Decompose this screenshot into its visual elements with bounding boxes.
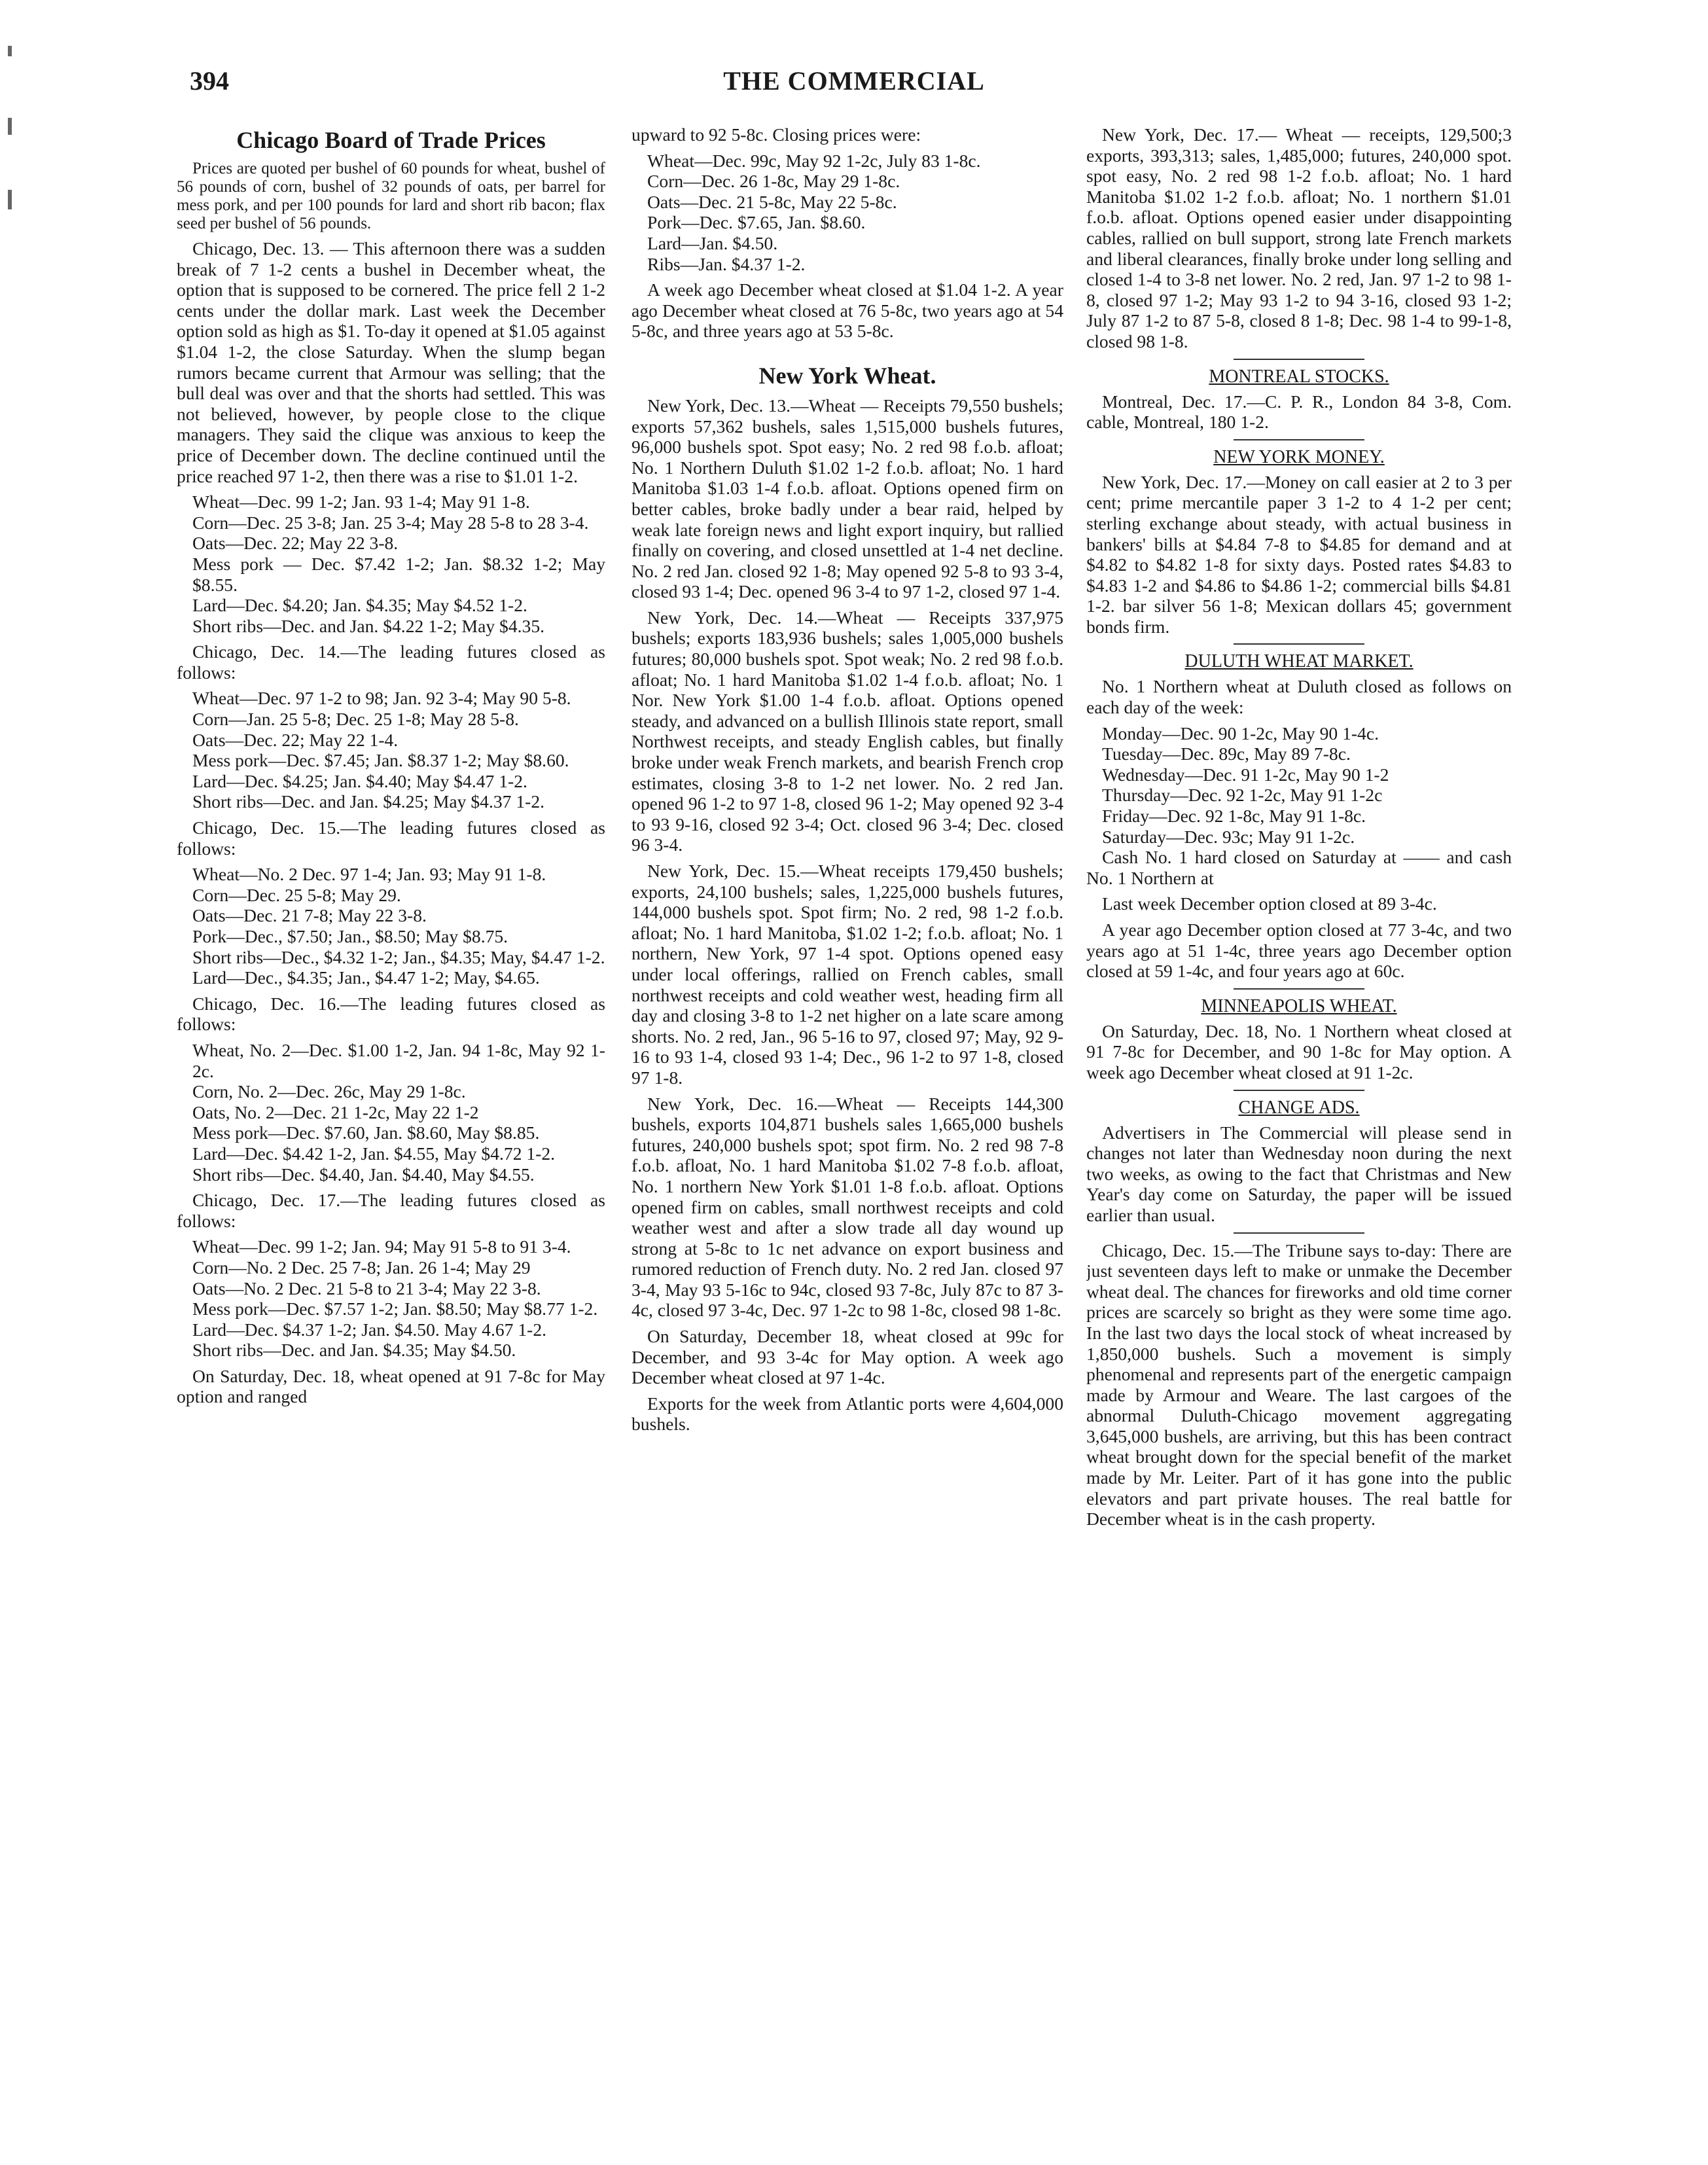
price-line: Corn—No. 2 Dec. 25 7-8; Jan. 26 1-4; May 29	[192, 1257, 531, 1278]
divider	[1234, 643, 1364, 645]
paragraph: Chicago, Dec. 17.—The leading futures closed as follows:	[177, 1190, 605, 1231]
section-heading: DULUTH WHEAT MARKET.	[1184, 651, 1414, 672]
price-line: Lard—Dec., $4.35; Jan., $4.47 1-2; May, $4.65.	[192, 967, 540, 988]
paragraph: New York, Dec. 15.—Wheat receipts 179,450 bushels; exports, 24,100 bushels; sales, 1,225,000 bushels futures, 144,000 bushels spot. Spot firm; No. 2 red, 98 1-2 f.o.b. afloat; No. 1 hard Manitoba, $1.02 1-2; f.o.b. afloat; No. 1 northern, New York, 97 1-4 spot. Options opened easy under local offerings, rallied on French cables, small northwest receipts and cold weather west, heading firm all day and closing 3-8 to 1-2 net higher on a late scare among shorts. No. 2 red, Jan., 96 5-16 to 97, closed 97; May, 92 9-16 to 93 1-4, closed 93 1-4; Dec., 96 1-2 to 97 1-8, closed 97 1-8.	[632, 861, 1063, 1088]
paragraph: On Saturday, Dec. 18, No. 1 Northern wheat closed at 91 7-8c for December, and 90 1-8c for May option. A week ago December wheat closed at 91 1-2c.	[1086, 1020, 1512, 1082]
price-line: Ribs—Jan. $4.37 1-2.	[647, 253, 806, 274]
price-line: Thursday—Dec. 92 1-2c, May 91 1-2c	[1102, 785, 1383, 806]
price-line: Oats—Dec. 21 7-8; May 22 3-8.	[192, 905, 427, 926]
price-line: Monday—Dec. 90 1-2c, May 90 1-4c.	[1102, 723, 1379, 743]
page-header	[0, 65, 1708, 105]
price-note: Prices are quoted per bushel of 60 pounds for wheat, bushel of 56 pounds of corn, bushel of 32 pounds of oats, per barrel for mess pork, and per 100 pounds for lard and short rib bacon; flax seed per bushel of 56 pounds.	[177, 160, 605, 232]
paragraph: Montreal, Dec. 17.—C. P. R., London 84 3-8, Com. cable, Montreal, 180 1-2.	[1086, 391, 1512, 433]
price-line: Wheat—Dec. 97 1-2 to 98; Jan. 92 3-4; May 90 5-8.	[192, 688, 571, 709]
price-line: Short ribs—Dec. and Jan. $4.25; May $4.37 1-2.	[192, 791, 545, 812]
paragraph: Cash No. 1 hard closed on Saturday at —— and cash No. 1 Northern at	[1086, 847, 1512, 888]
masthead: THE COMMERCIAL	[723, 66, 985, 96]
price-line: Mess pork—Dec. $7.60, Jan. $8.60, May $8.85.	[192, 1122, 540, 1143]
price-line: Wheat—No. 2 Dec. 97 1-4; Jan. 93; May 91 1-8.	[192, 864, 546, 885]
price-line: Oats—Dec. 22; May 22 3-8.	[192, 533, 399, 554]
price-line: Lard—Dec. $4.37 1-2; Jan. $4.50. May 4.67 1-2.	[192, 1319, 547, 1340]
price-line: Short ribs—Dec. and Jan. $4.35; May $4.50.	[192, 1340, 516, 1361]
section-heading: MINNEAPOLIS WHEAT.	[1201, 995, 1397, 1016]
price-line: Corn—Dec. 25 5-8; May 29.	[192, 884, 401, 905]
price-line: Pork—Dec., $7.50; Jan., $8.50; May $8.75.	[192, 926, 508, 946]
price-line: Tuesday—Dec. 89c, May 89 7-8c.	[1102, 743, 1351, 764]
price-line: Corn—Dec. 25 3-8; Jan. 25 3-4; May 28 5-8 to 28 3-4.	[192, 512, 589, 533]
paragraph: Chicago, Dec. 15.—The leading futures closed as follows:	[177, 817, 605, 859]
paragraph: No. 1 Northern wheat at Duluth closed as follows on each day of the week:	[1086, 676, 1512, 718]
price-line: Corn—Jan. 25 5-8; Dec. 25 1-8; May 28 5-8.	[192, 709, 519, 730]
price-line: Wheat—Dec. 99c, May 92 1-2c, July 83 1-8c.	[647, 150, 981, 171]
price-line: Lard—Dec. $4.42 1-2, Jan. $4.55, May $4.72 1-2.	[192, 1143, 556, 1164]
paragraph: Exports for the week from Atlantic ports were 4,604,000 bushels.	[632, 1393, 1063, 1435]
divider	[1234, 439, 1364, 440]
price-line: Oats—No. 2 Dec. 21 5-8 to 21 3-4; May 22 3-8.	[192, 1278, 541, 1298]
divider	[1234, 1232, 1364, 1234]
paragraph: Chicago, Dec. 15.—The Tribune says to-day: There are just seventeen days left to make or unmake the December wheat deal. The chances for fireworks and old time corner prices are scarcely so bright as they were some time ago. In the last two days the local stock of wheat increased by 1,850,000 bushels. Such a movement is simply phenomenal and represents part of the energetic campaign made by Armour and Weare. The last cargoes of the abnormal Duluth-Chicago movement aggregating 3,645,000 bushels, are arriving, but this has been contract wheat brought down for the special benefit of the market made by Mr. Leiter. Part of it has gone into the public elevators and part private houses. The real battle for December wheat is in the cash property.	[1086, 1240, 1512, 1530]
paragraph: A week ago December wheat closed at $1.04 1-2. A year ago December wheat closed at 76 5-8c, two years ago at 54 5-8c, and three years ago at 53 5-8c.	[632, 279, 1063, 342]
price-line: Short ribs—Dec., $4.32 1-2; Jan., $4.35; May, $4.47 1-2.	[192, 946, 605, 967]
price-line: Lard—Dec. $4.20; Jan. $4.35; May $4.52 1-2.	[192, 595, 527, 616]
price-line: Saturday—Dec. 93c; May 91 1-2c.	[1102, 826, 1355, 847]
paragraph: New York, Dec. 14.—Wheat — Receipts 337,975 bushels; exports 183,936 bushels; sales 1,005,000 bushels futures; 80,000 bushels spot. Spot weak; No. 2 red 98 f.o.b. afloat; No. 1 hard Manitoba $1.02 1-4 f.o.b. afloat; No. 1 Nor. New York $1.00 1-4 f.o.b. afloat. Options opened steady, and advanced on a bullish Illinois state report, small Northwest receipts, and steady English cables, but finally broke under weak French markets, and bearish French crop estimates, closing 3-8 to 1-2 net lower. No. 2 red Jan. opened 96 1-2 to 97 1-8, closed 96 1-2; May opened 92 3-4 to 93 9-16, closed 92 3-4; Oct. closed 96 3-4; Dec. closed 96 3-4.	[632, 607, 1063, 855]
paragraph: Last week December option closed at 89 3-4c.	[1102, 893, 1437, 914]
price-line: Oats—Dec. 22; May 22 1-4.	[192, 729, 399, 750]
paragraph: New York, Dec. 13.—Wheat — Receipts 79,550 bushels; exports 57,362 bushels, sales 1,515,000 bushels futures, 96,000 bushels spot. Spot easy; No. 2 red 98 f.o.b. afloat; No. 1 Northern Duluth $1.02 1-2 f.o.b. afloat; No. 1 hard Manitoba $1.03 1-4 f.o.b. afloat. Options opened firm on better cables, broke badly under a bear raid, helped by weak late foreign news and light export inquiry, but rallied finally on covering, and closed unsettled at 1-4 net decline. No. 2 red Jan. closed 92 1-8; May opened 92 5-8 to 93 3-4, closed 93 1-4; Dec. opened 96 3-4 to 97 1-2, closed 97 1-4.	[632, 395, 1063, 602]
divider	[1234, 359, 1364, 360]
price-line: Oats—Dec. 21 5-8c, May 22 5-8c.	[647, 191, 897, 212]
price-line: Friday—Dec. 92 1-8c, May 91 1-8c.	[1102, 806, 1366, 827]
price-line: Mess pork — Dec. $7.42 1-2; Jan. $8.32 1-2; May $8.55.	[192, 553, 605, 595]
price-line: Pork—Dec. $7.65, Jan. $8.60.	[647, 212, 866, 233]
article-title: Chicago Board of Trade Prices	[236, 127, 546, 153]
scan-mark	[8, 190, 12, 209]
paragraph: A year ago December option closed at 77 3-4c, and two years ago at 51 1-4c, three years ago December option closed at 59 1-4c, and four years ago at 60c.	[1086, 920, 1512, 982]
paragraph: Chicago, Dec. 14.—The leading futures closed as follows:	[177, 641, 605, 683]
paragraph: Chicago, Dec. 13. — This afternoon there was a sudden break of 7 1-2 cents a bushel in December wheat, the option that is supposed to be cornered. The price fell 2 1-2 cents under the dollar mark. Last week the December option sold as high as $1. To-day it opened at $1.05 against $1.04 1-2, the close Saturday. When the slump began rumors became current that Armour was selling; that the bull deal was over and that the shorts had settled. This was not believed, however, by people close to the clique managers. They said the clique was anxious to keep the price of December down. The decline continued until the price reached 97 1-2, then there was a rise to $1.01 1-2.	[177, 238, 605, 486]
paragraph: New York, Dec. 16.—Wheat — Receipts 144,300 bushels, exports 104,871 bushels sales 1,665,000 bushels futures, 240,000 bushels spot; spot firm. No. 2 red 98 7-8 f.o.b. afloat, No. 1 hard Manitoba $1.02 7-8 f.o.b. afloat, No. 1 northern New York $1.01 1-8 f.o.b. afloat. Options opened firm on cables, small northwest receipts and cold weather west and after a slow trade all day wound up strong at 5-8c to 1c net advance on export business and rumored reduction of French duty. No. 2 red Jan. closed 97 3-4, May 93 5-16c to 94c, closed 93 7-8c, July 87c to 87 3-4c, closed 97 3-4c, Dec. 97 1-2c to 98 1-8c, closed 98 1-8c.	[632, 1093, 1063, 1321]
divider	[1234, 1090, 1364, 1091]
scan-mark	[8, 118, 12, 135]
price-line: Wheat—Dec. 99 1-2; Jan. 94; May 91 5-8 to 91 3-4.	[192, 1236, 571, 1257]
price-line: Wheat—Dec. 99 1-2; Jan. 93 1-4; May 91 1-8.	[192, 492, 530, 512]
price-line: Lard—Jan. $4.50.	[647, 232, 778, 253]
price-line: Wednesday—Dec. 91 1-2c, May 90 1-2	[1102, 764, 1389, 785]
paragraph: Advertisers in The Commercial will please send in changes not later than Wednesday noon during the next two weeks, as owing to the fact that Christmas and New Year's day come on Saturday, the paper will be issued earlier than usual.	[1086, 1122, 1512, 1225]
column-1	[177, 124, 605, 2139]
divider	[1234, 988, 1364, 990]
page-number: 394	[190, 66, 229, 96]
price-line: Corn—Dec. 26 1-8c, May 29 1-8c.	[647, 171, 900, 192]
column-3	[1086, 124, 1512, 2139]
price-line: Short ribs—Dec. and Jan. $4.22 1-2; May $4.35.	[192, 615, 545, 636]
paragraph: New York, Dec. 17.— Wheat — receipts, 129,500;3 exports, 393,313; sales, 1,485,000; futures, 240,000 spot. spot easy, No. 2 red 98 1-2 f.o.b. afloat; No. 1 hard Manitoba $1.02 1-2 f.o.b. afloat; No. 1 northern $1.01 f.o.b. afloat. Options opened easier under disappointing cables, rallied on bull support, strong late French markets and liberal clearances, finally broke under long selling and closed 1-4 to 3-8 net lower. No. 2 red, Jan. 97 1-2 to 98 1-8, closed 97 1-2; May 93 1-2 to 94 3-16, closed 93 1-2; July 87 1-2 to 87 5-8, closed 8 1-8; Dec. 98 1-4 to 99-1-8, closed 98 1-8.	[1086, 124, 1512, 351]
price-line: Mess pork—Dec. $7.57 1-2; Jan. $8.50; May $8.77 1-2.	[192, 1298, 598, 1319]
paragraph: upward to 92 5-8c. Closing prices were:	[632, 124, 921, 145]
paragraph: Chicago, Dec. 16.—The leading futures closed as follows:	[177, 993, 605, 1035]
price-line: Oats, No. 2—Dec. 21 1-2c, May 22 1-2	[192, 1101, 479, 1122]
section-heading: CHANGE ADS.	[1238, 1097, 1360, 1118]
paragraph: New York, Dec. 17.—Money on call easier at 2 to 3 per cent; prime mercantile paper 3 1-2 to 4 1-2 per cent; sterling exchange about steady, with actual business in bankers' bills at $4.84 7-8 to $4.85 for demand and at $4.82 to $4.82 1-8 for sixty days. Posted rates $4.83 to $4.83 1-2 and $4.86 to $4.86 1-2; commercial bills $4.81 1-2. bar silver 56 1-8; Mexican dollars 45; government bonds firm.	[1086, 471, 1512, 637]
price-line: Wheat, No. 2—Dec. $1.00 1-2, Jan. 94 1-8c, May 92 1-2c.	[192, 1039, 605, 1081]
paragraph: On Saturday, Dec. 18, wheat opened at 91 7-8c for May option and ranged	[177, 1365, 605, 1407]
paragraph: On Saturday, December 18, wheat closed at 99c for December, and 93 3-4c for May option. A week ago December wheat closed at 97 1-4c.	[632, 1326, 1063, 1388]
price-line: Mess pork—Dec. $7.45; Jan. $8.37 1-2; May $8.60.	[192, 750, 569, 771]
scan-mark	[8, 46, 12, 56]
section-heading: NEW YORK MONEY.	[1213, 446, 1385, 467]
price-line: Corn, No. 2—Dec. 26c, May 29 1-8c.	[192, 1081, 466, 1102]
price-line: Lard—Dec. $4.25; Jan. $4.40; May $4.47 1-2.	[192, 770, 527, 791]
price-line: Short ribs—Dec. $4.40, Jan. $4.40, May $4.55.	[192, 1164, 535, 1185]
section-heading: MONTREAL STOCKS.	[1209, 366, 1389, 387]
article-title: New York Wheat.	[758, 362, 936, 389]
column-2	[632, 124, 1063, 2139]
